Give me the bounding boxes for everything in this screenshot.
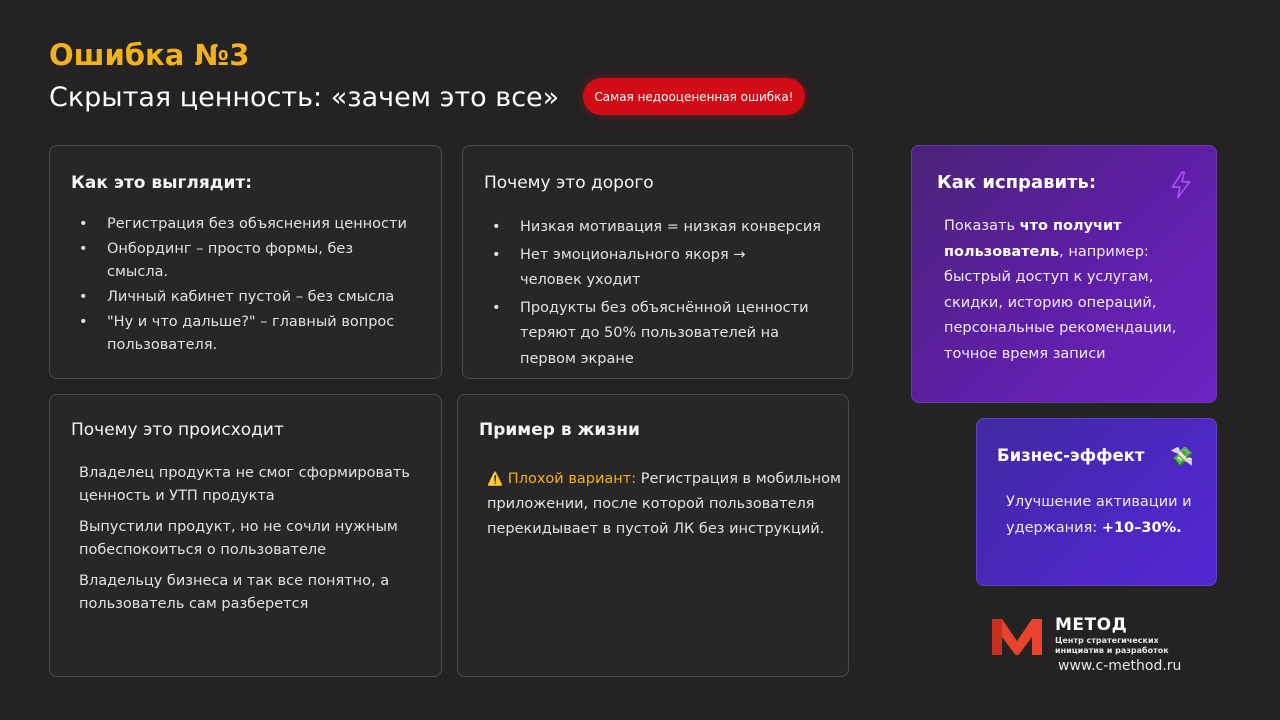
card-title: Как исправить: (937, 172, 1097, 193)
fix-text: Показать что получит пользователь, например: быстрый доступ к услугам, скидки, историю операций, персональные рекомендации, точное время записи (944, 218, 1177, 362)
paragraph: Владельцу бизнеса и так все понятно, а пользователь сам разберется (79, 573, 390, 612)
brand-name: МЕТОД (1055, 615, 1128, 635)
list-item: • Низкая мотивация = низкая конверсия (480, 215, 830, 241)
lightning-icon (1168, 170, 1194, 200)
card-title: Почему это дорого (484, 173, 654, 193)
brand-block (1055, 615, 1185, 656)
list-item: • Регистрация без объяснения ценности (67, 213, 427, 236)
card-title: Почему это происходит (71, 420, 284, 440)
card-why-expensive (462, 145, 853, 379)
example-text (487, 467, 842, 542)
paragraph: Владелец продукта не смог сформировать ценность и УТП продукта (79, 465, 410, 504)
business-text: Улучшение активации и удержания: +10–30%. (1006, 494, 1192, 536)
brand-logo (992, 617, 1042, 655)
card-how-to-fix (911, 145, 1217, 403)
example-description: Регистрация в мобильном приложении, после которой пользователя перекидывает в пустой ЛК без инструкций. (487, 471, 841, 537)
card-why-happens (49, 394, 442, 677)
list-item: • Продукты без объяснённой ценности теряют до 50% пользователей на первом экране (480, 296, 810, 373)
bullet-list (67, 213, 427, 359)
bullet-list (480, 215, 830, 374)
card-title: Бизнес-эффект (997, 446, 1145, 465)
list-item: • Нет эмоционального якоря → человек уходит (480, 243, 810, 294)
card-real-example (457, 394, 849, 677)
warning-icon: ⚠️ (487, 472, 504, 487)
website-link[interactable]: www.c-method.ru (1058, 658, 1182, 674)
list-item: • Личный кабинет пустой – без смысла (67, 286, 427, 309)
card-how-it-looks (49, 145, 442, 379)
card-title: Пример в жизни (479, 420, 640, 440)
card-business-effect (976, 418, 1217, 586)
page-subtitle: Скрытая ценность: «зачем это все» (49, 82, 560, 113)
paragraph-list (79, 462, 419, 624)
money-icon: 💸 (1170, 446, 1194, 468)
paragraph: Выпустили продукт, но не сочли нужным побеспокоиться о пользователе (79, 519, 398, 558)
brand-tagline: Центр стратегических инициатив и разработок (1055, 636, 1169, 655)
list-item: • "Ну и что дальше?" – главный вопрос пользователя. (67, 311, 407, 357)
page-title: Ошибка №3 (49, 38, 250, 72)
bad-variant-label: Плохой вариант: (507, 471, 637, 487)
list-item: • Онбординг – просто формы, без смысла. (67, 238, 367, 284)
highlight-badge: Самая недооцененная ошибка! (583, 78, 805, 115)
card-title: Как это выглядит: (71, 173, 253, 193)
